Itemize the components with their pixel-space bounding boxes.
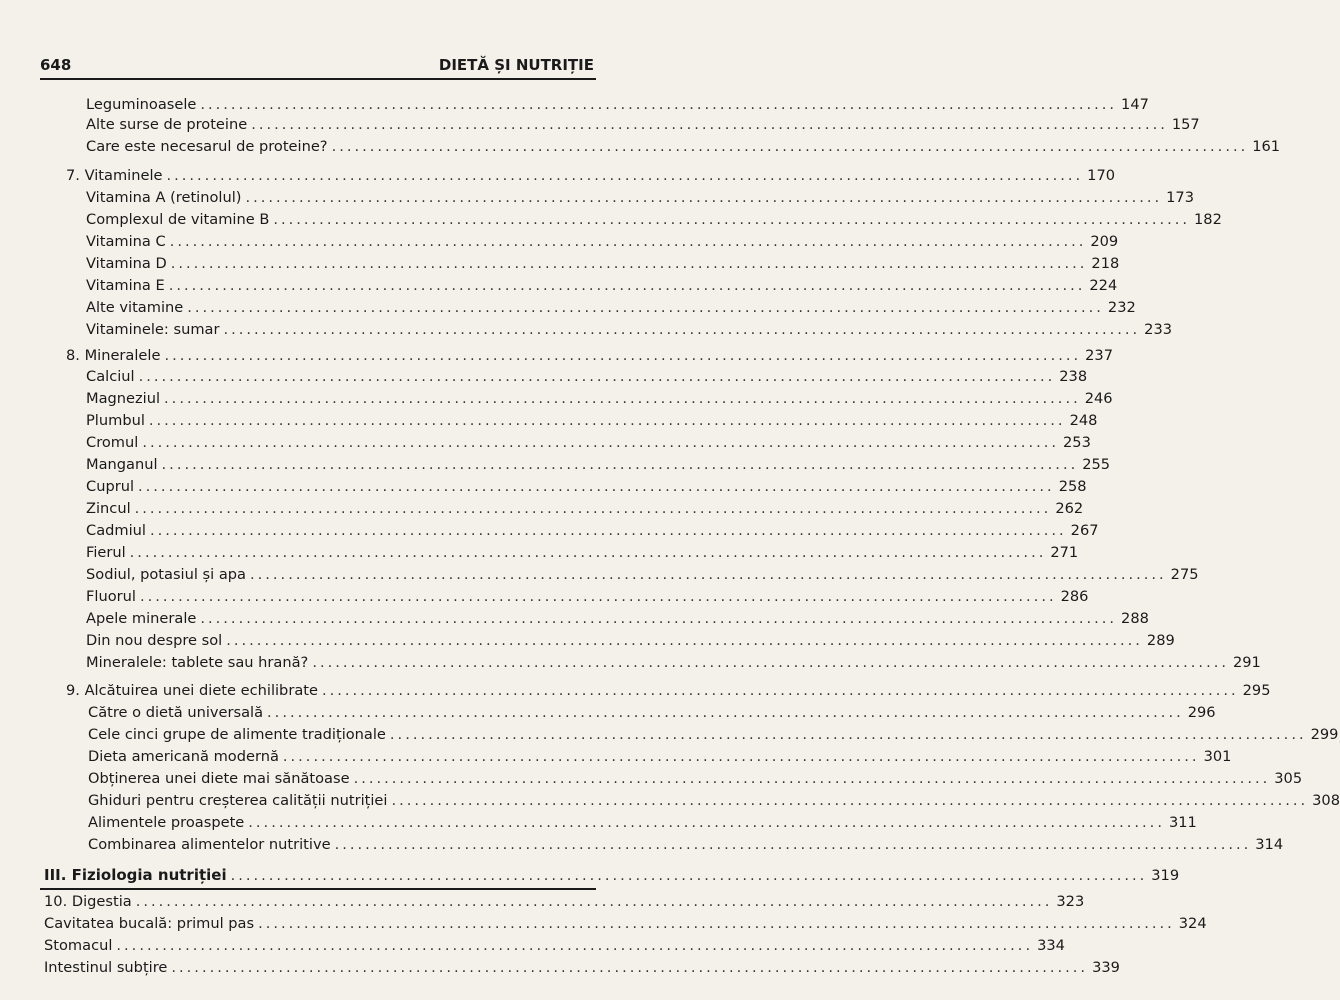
- toc-entry: [88, 814, 1197, 834]
- toc-entry-page: 209: [1090, 233, 1119, 250]
- dot-leader: ........................................................................................................................: [331, 138, 1249, 155]
- dot-leader: ........................................................................................................................: [169, 233, 1087, 250]
- toc-entry-page: 161: [1252, 138, 1281, 155]
- toc-entry-page: 237: [1085, 347, 1113, 364]
- toc-entry-page: 258: [1058, 478, 1087, 495]
- dot-leader: ........................................................................................................................: [138, 478, 1055, 495]
- toc-entry-page: 248: [1069, 412, 1098, 429]
- toc-entry-page: 299: [1310, 726, 1339, 743]
- toc-entry: [88, 792, 1340, 812]
- toc-entry-title: III. Fiziologia nutriției: [44, 866, 227, 884]
- toc-entry: [86, 434, 1091, 454]
- header-rule: [40, 78, 596, 80]
- toc-entry-title: Cele cinci grupe de alimente tradiționale: [88, 726, 386, 743]
- toc-entry: [66, 167, 1116, 187]
- toc-entry-page: 246: [1084, 390, 1113, 407]
- toc-entry: [86, 189, 1194, 209]
- toc-entry: [86, 500, 1084, 520]
- toc-entry-page: 224: [1089, 277, 1118, 294]
- toc-entry-page: 286: [1060, 588, 1089, 605]
- toc-entry-title: Vitamina C: [86, 233, 166, 250]
- toc-entry-page: 218: [1091, 255, 1120, 272]
- dot-leader: ........................................................................................................................: [161, 456, 1079, 473]
- toc-entry-title: Vitamina A (retinolul): [86, 189, 242, 206]
- dot-leader: ........................................................................................................................: [273, 211, 1191, 228]
- toc-entry-page: 170: [1087, 167, 1116, 184]
- toc-entry: [86, 368, 1088, 388]
- toc-entry: [88, 726, 1339, 746]
- dot-leader: ........................................................................................................................: [200, 610, 1118, 627]
- dot-leader: ........................................................................................................................: [200, 96, 1118, 113]
- toc-entry-title: Fluorul: [86, 588, 136, 605]
- toc-entry: [86, 544, 1079, 564]
- toc-entry-page: 173: [1166, 189, 1194, 206]
- dot-leader: ........................................................................................................................: [134, 500, 1052, 517]
- toc-entry-title: Către o dietă universală: [88, 704, 264, 721]
- toc-entry-page: 295: [1242, 682, 1271, 699]
- dot-leader: ........................................................................................................................: [187, 299, 1104, 316]
- toc-entry-page: 238: [1059, 368, 1088, 385]
- dot-leader: ........................................................................................................................: [267, 704, 1184, 721]
- toc-entry-title: Magneziul: [86, 390, 161, 407]
- toc-entry: [86, 478, 1087, 498]
- toc-entry-page: 253: [1063, 434, 1091, 451]
- toc-entry-title: 7. Vitaminele: [66, 167, 163, 184]
- toc-entry: [86, 632, 1175, 652]
- toc-entry-page: 289: [1146, 632, 1175, 649]
- toc-entry: [86, 654, 1261, 674]
- toc-entry-title: Fierul: [86, 544, 126, 561]
- toc-entry-page: 308: [1312, 792, 1340, 809]
- toc-entry: [86, 233, 1119, 253]
- toc-entry-page: 267: [1070, 522, 1099, 539]
- dot-leader: ........................................................................................................................: [248, 814, 1165, 831]
- toc-entry: [44, 937, 1065, 957]
- section-rule: [40, 888, 596, 890]
- dot-leader: ........................................................................................................................: [166, 167, 1084, 184]
- dot-leader: ........................................................................................................................: [312, 654, 1229, 671]
- toc-entry: [66, 347, 1113, 367]
- toc-entry-title: Alimentele proaspete: [88, 814, 245, 831]
- page-header: [40, 56, 594, 74]
- toc-entry-page: 147: [1121, 96, 1149, 113]
- dot-leader: ........................................................................................................................: [223, 321, 1141, 338]
- page-number: 648: [40, 56, 72, 74]
- toc-entry: [44, 959, 1120, 979]
- dot-leader: ........................................................................................................................: [149, 522, 1067, 539]
- toc-entry-title: Zincul: [86, 500, 131, 517]
- toc-entry-page: 296: [1187, 704, 1216, 721]
- toc-entry: [66, 682, 1271, 702]
- dot-leader: ........................................................................................................................: [353, 770, 1271, 787]
- toc-entry-title: Cavitatea bucală: primul pas: [44, 915, 255, 932]
- dot-leader: ........................................................................................................................: [282, 748, 1200, 765]
- toc-entry-page: 301: [1203, 748, 1232, 765]
- dot-leader: ........................................................................................................................: [168, 277, 1086, 294]
- toc-entry-title: Alte vitamine: [86, 299, 184, 316]
- toc-entry-page: 271: [1050, 544, 1079, 561]
- toc-entry-title: Apele minerale: [86, 610, 197, 627]
- toc-entry: [86, 299, 1136, 319]
- toc-entry: [88, 704, 1216, 724]
- dot-leader: ........................................................................................................................: [226, 632, 1143, 649]
- toc-entry-page: 157: [1171, 116, 1200, 133]
- toc-entry: [86, 116, 1200, 136]
- toc-entry: [88, 770, 1303, 790]
- dot-leader: ........................................................................................................................: [250, 566, 1167, 583]
- toc-entry-title: Complexul de vitamine B: [86, 211, 270, 228]
- toc-entry-title: Cuprul: [86, 478, 135, 495]
- dot-leader: ........................................................................................................................: [116, 937, 1034, 954]
- dot-leader: ........................................................................................................................: [170, 255, 1088, 272]
- dot-leader: ........................................................................................................................: [230, 867, 1148, 884]
- dot-leader: ........................................................................................................................: [135, 893, 1053, 910]
- toc-entry: [86, 321, 1173, 341]
- toc-entry: [86, 588, 1089, 608]
- toc-entry-title: Cadmiul: [86, 522, 146, 539]
- toc-entry: [86, 566, 1199, 586]
- toc-entry: [88, 836, 1284, 856]
- dot-leader: ........................................................................................................................: [129, 544, 1047, 561]
- toc-entry: [86, 412, 1098, 432]
- toc-entry: [86, 96, 1149, 116]
- toc-entry-page: 311: [1168, 814, 1197, 831]
- dot-leader: ........................................................................................................................: [321, 682, 1239, 699]
- toc-entry-page: 182: [1194, 211, 1222, 228]
- toc-entry-page: 255: [1082, 456, 1111, 473]
- toc-entry-title: Care este necesarul de proteine?: [86, 138, 328, 155]
- toc-entry-page: 334: [1037, 937, 1065, 954]
- toc-entry-title: Manganul: [86, 456, 158, 473]
- toc-entry-title: Dieta americană modernă: [88, 748, 279, 765]
- toc-entry-page: 314: [1255, 836, 1284, 853]
- toc-entry-title: Din nou despre sol: [86, 632, 223, 649]
- dot-leader: ........................................................................................................................: [142, 434, 1059, 451]
- toc-entry-page: 262: [1055, 500, 1084, 517]
- toc-entry: [86, 138, 1281, 158]
- toc-entry: [86, 277, 1118, 297]
- dot-leader: ........................................................................................................................: [334, 836, 1252, 853]
- dot-leader: ........................................................................................................................: [391, 792, 1309, 809]
- toc-entry-title: Intestinul subțire: [44, 959, 168, 976]
- dot-leader: ........................................................................................................................: [389, 726, 1307, 743]
- running-title: DIETĂ ȘI NUTRIȚIE: [438, 56, 594, 74]
- toc-entry-title: Alte surse de proteine: [86, 116, 248, 133]
- toc-entry-title: Combinarea alimentelor nutritive: [88, 836, 331, 853]
- toc-entry-title: Cromul: [86, 434, 139, 451]
- toc-entry: [86, 456, 1111, 476]
- toc-entry-title: Vitamina D: [86, 255, 167, 272]
- dot-leader: ........................................................................................................................: [251, 116, 1168, 133]
- dot-leader: ........................................................................................................................: [258, 915, 1175, 932]
- toc-entry-title: Vitaminele: sumar: [86, 321, 220, 338]
- toc-entry-page: 324: [1178, 915, 1207, 932]
- dot-leader: ........................................................................................................................: [138, 368, 1056, 385]
- toc-section-entry: [44, 866, 1180, 886]
- toc-entry: [86, 610, 1149, 630]
- toc-entry-page: 319: [1151, 867, 1180, 884]
- toc-entry-page: 291: [1232, 654, 1261, 671]
- dot-leader: ........................................................................................................................: [171, 959, 1089, 976]
- toc-entry: [44, 915, 1207, 935]
- toc-entry-title: Leguminoasele: [86, 96, 197, 113]
- dot-leader: ........................................................................................................................: [139, 588, 1057, 605]
- dot-leader: ........................................................................................................................: [148, 412, 1066, 429]
- dot-leader: ........................................................................................................................: [164, 390, 1081, 407]
- toc-entry-title: Ghiduri pentru creșterea calității nutriției: [88, 792, 388, 809]
- toc-entry-title: Stomacul: [44, 937, 113, 954]
- toc-entry-page: 288: [1121, 610, 1149, 627]
- toc-entry-title: 10. Digestia: [44, 893, 132, 910]
- toc-entry: [86, 390, 1113, 410]
- toc-entry-title: 8. Mineralele: [66, 347, 161, 364]
- toc-entry-title: Plumbul: [86, 412, 145, 429]
- toc-entry: [86, 255, 1120, 275]
- toc-entry-title: 9. Alcătuirea unei diete echilibrate: [66, 682, 318, 699]
- toc-entry-title: Sodiul, potasiul și apa: [86, 566, 246, 583]
- toc-entry-title: Calciul: [86, 368, 135, 385]
- toc-entry-title: Vitamina E: [86, 277, 165, 294]
- toc-entry: [86, 211, 1222, 231]
- toc-entry-page: 339: [1092, 959, 1120, 976]
- toc-entry-page: 275: [1170, 566, 1199, 583]
- toc-entry-title: Obținerea unei diete mai sănătoase: [88, 770, 350, 787]
- toc-entry-page: 305: [1274, 770, 1303, 787]
- toc-entry-page: 323: [1056, 893, 1085, 910]
- toc-entry-title: Mineralele: tablete sau hrană?: [86, 654, 309, 671]
- dot-leader: ........................................................................................................................: [164, 347, 1082, 364]
- dot-leader: ........................................................................................................................: [245, 189, 1163, 206]
- toc-entry: [88, 748, 1232, 768]
- toc-entry: [44, 893, 1085, 913]
- toc-entry: [86, 522, 1099, 542]
- toc-entry-page: 233: [1144, 321, 1173, 338]
- toc-entry-page: 232: [1107, 299, 1136, 316]
